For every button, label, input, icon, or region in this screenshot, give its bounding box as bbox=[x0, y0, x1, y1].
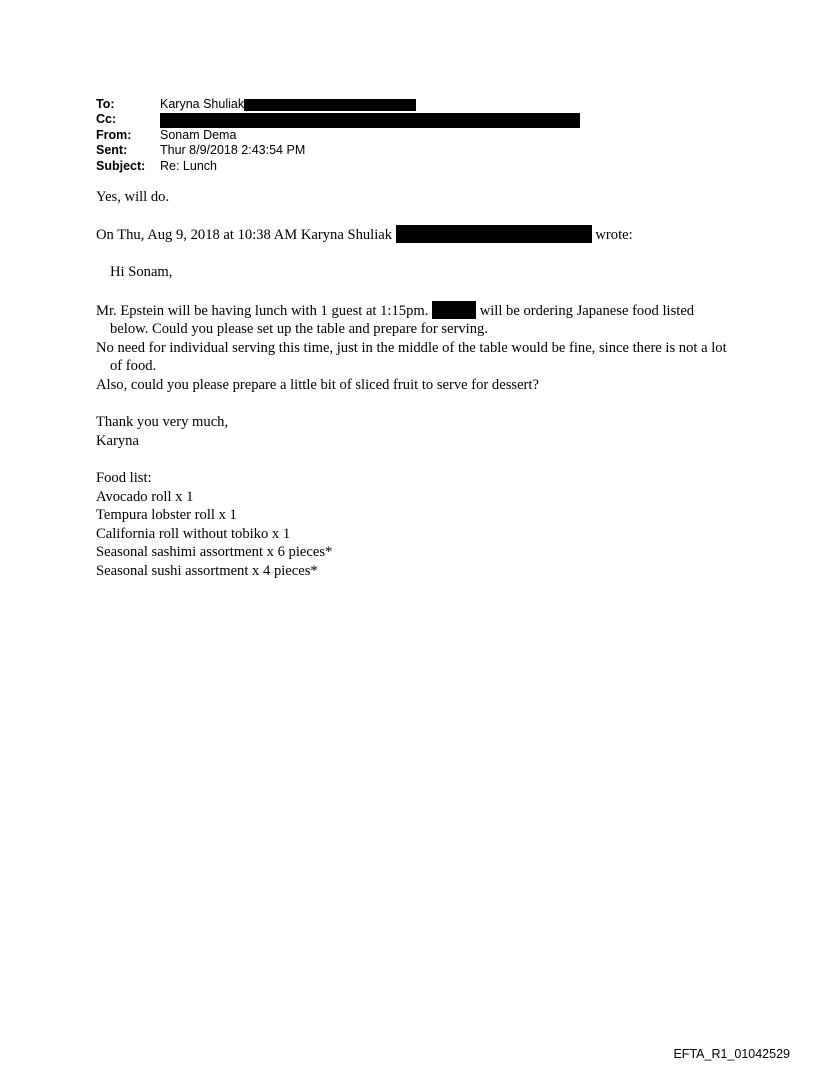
subject-label: Subject: bbox=[96, 158, 146, 173]
quote-intro-text: On Thu, Aug 9, 2018 at 10:38 AM Karyna Shuliak bbox=[96, 227, 393, 244]
closing: Thank you very much, bbox=[96, 414, 229, 431]
email-header bbox=[96, 97, 580, 174]
food-item: California roll without tobiko x 1 bbox=[96, 525, 291, 542]
quote-intro bbox=[96, 225, 736, 245]
food-item: Seasonal sashimi assortment x 6 pieces* bbox=[96, 544, 333, 561]
sent-value: Thur 8/9/2018 2:43:54 PM bbox=[160, 143, 306, 158]
paragraph-1 bbox=[96, 301, 736, 339]
food-item: Seasonal sushi assortment x 4 pieces* bbox=[96, 562, 318, 579]
sent-row bbox=[96, 143, 580, 158]
paragraph-3: Also, could you please prepare a little bit of sliced fruit to serve for dessert? bbox=[96, 376, 539, 393]
to-label: To: bbox=[96, 97, 115, 111]
to-value: Karyna Shuliak bbox=[160, 97, 245, 111]
paragraph-1-start: Mr. Epstein will be having lunch with 1 guest at 1:15pm. bbox=[96, 302, 429, 319]
sent-label: Sent: bbox=[96, 143, 128, 158]
food-list-title: Food list: bbox=[96, 469, 152, 486]
redaction-name bbox=[432, 301, 476, 319]
subject-value: Re: Lunch bbox=[160, 158, 217, 173]
document-id: EFTA_R1_01042529 bbox=[673, 1047, 790, 1061]
redaction-to-email bbox=[244, 99, 416, 111]
email-body bbox=[96, 188, 736, 580]
to-row bbox=[96, 97, 580, 112]
paragraph-2: No need for individual serving this time, just in the middle of the table would be fine, since there is not a lot of food. bbox=[96, 339, 727, 375]
from-label: From: bbox=[96, 127, 132, 142]
subject-row bbox=[96, 159, 580, 174]
quote-intro-wrote: wrote: bbox=[595, 227, 633, 244]
reply-text: Yes, will do. bbox=[96, 189, 170, 205]
greeting: Hi Sonam, bbox=[110, 264, 173, 281]
cc-label: Cc: bbox=[96, 112, 117, 127]
redaction-cc bbox=[160, 113, 580, 128]
redaction-sender-email bbox=[396, 225, 592, 243]
signature: Karyna bbox=[96, 432, 139, 449]
food-item: Avocado roll x 1 bbox=[96, 488, 194, 505]
from-row bbox=[96, 128, 580, 143]
food-list bbox=[96, 488, 736, 581]
paragraph-1-end: will be ordering Japanese food listed below. Could you please set up the table and prepare for serving. bbox=[110, 302, 695, 338]
food-item: Tempura lobster roll x 1 bbox=[96, 507, 237, 524]
cc-row bbox=[96, 112, 580, 127]
from-value: Sonam Dema bbox=[160, 127, 237, 142]
